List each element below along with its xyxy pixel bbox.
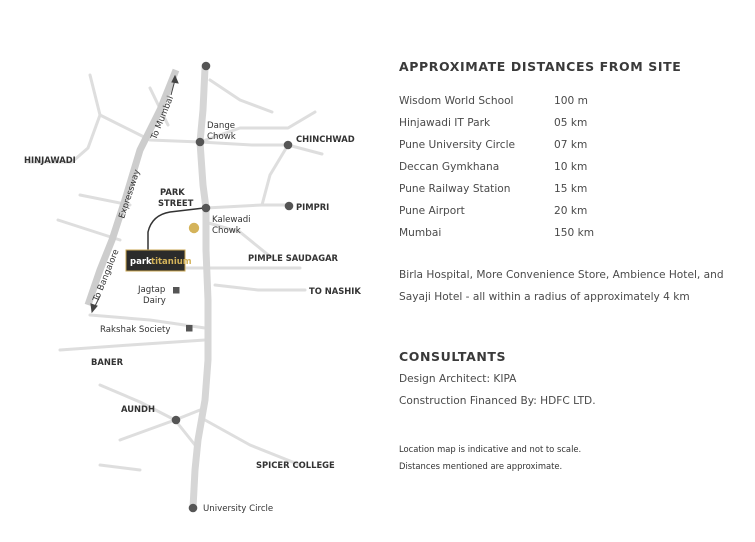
nearby-note: Birla Hospital, More Convenience Store, Ambience Hotel, and Sayaji Hotel - all within a radius of approximately 4 km xyxy=(399,269,724,303)
road-baner-south xyxy=(100,385,175,420)
label-aundh: AUNDH xyxy=(121,404,155,414)
minor-roads xyxy=(28,75,322,470)
label-kalewadi-2: Chowk xyxy=(212,226,241,236)
distance-place: Mumbai xyxy=(399,227,442,239)
road-hinjawadi xyxy=(28,75,100,162)
node-chinchwad xyxy=(284,141,293,150)
distance-value: 15 km xyxy=(554,183,588,195)
road-kalewadi-east xyxy=(206,205,262,208)
node-kalewadi xyxy=(202,204,211,213)
label-park-1: PARK xyxy=(160,187,185,197)
disclaimer-scale: Location map is indicative and not to scale. xyxy=(399,444,582,454)
rakshak-marker xyxy=(186,325,193,332)
road-baner xyxy=(60,340,205,350)
distance-value: 07 km xyxy=(554,139,588,151)
distance-value: 150 km xyxy=(554,227,595,239)
road-pimpri xyxy=(262,145,290,205)
distance-place: Pune Railway Station xyxy=(399,183,511,195)
design-architect: Design Architect: KIPA xyxy=(399,373,517,385)
label-dange-1: Dange xyxy=(207,121,236,131)
label-kalewadi-1: Kalewadi xyxy=(212,215,251,225)
label-to-mumbai: To Mumbai xyxy=(149,94,177,142)
arrow-bangalore-head xyxy=(91,304,97,312)
site-logo-titanium: titanium xyxy=(151,257,192,267)
jagtap-marker xyxy=(173,287,180,294)
site-dot xyxy=(189,223,199,233)
consultants-heading: CONSULTANTS xyxy=(399,349,507,364)
distance-place: Hinjawadi IT Park xyxy=(399,117,491,129)
label-pimple-saudagar: PIMPLE SAUDAGAR xyxy=(248,253,338,263)
node-pimpri xyxy=(285,202,294,211)
label-hinjawadi: HINJAWADI xyxy=(24,155,76,165)
distances-heading: APPROXIMATE DISTANCES FROM SITE xyxy=(399,59,682,74)
main-road xyxy=(193,68,208,508)
road-sw xyxy=(100,465,140,470)
label-spicer: SPICER COLLEGE xyxy=(256,460,335,470)
distance-value: 10 km xyxy=(554,161,588,173)
label-park-2: STREET xyxy=(158,198,194,208)
distance-place: Wisdom World School xyxy=(399,95,514,107)
road-nashik xyxy=(215,285,305,290)
distance-place: Deccan Gymkhana xyxy=(399,161,500,173)
label-to-nashik: TO NASHIK xyxy=(309,286,361,296)
label-to-bangalore: To Bangalore xyxy=(91,248,122,304)
node-north xyxy=(202,62,211,71)
label-expressway: Expressway xyxy=(117,168,143,220)
construction-finance: Construction Financed By: HDFC LTD. xyxy=(399,395,596,407)
label-rakshak: Rakshak Society xyxy=(100,325,171,335)
road-spicer xyxy=(205,420,300,465)
label-pimpri: PIMPRI xyxy=(296,202,330,212)
label-baner: BANER xyxy=(91,357,124,367)
distance-value: 20 km xyxy=(554,205,588,217)
node-dange-chowk xyxy=(196,138,205,147)
distance-value: 100 m xyxy=(554,95,588,107)
label-jagtap-1: Jagtap xyxy=(138,285,166,295)
road-chinchwad-east xyxy=(288,145,322,154)
label-chinchwad: CHINCHWAD xyxy=(296,134,355,144)
label-dange-2: Chowk xyxy=(207,132,236,142)
node-university-circle xyxy=(189,504,198,513)
label-university-circle: University Circle xyxy=(203,504,274,514)
road-dange-east xyxy=(200,142,288,145)
site-logo-park: park xyxy=(130,257,152,267)
distance-place: Pune Airport xyxy=(399,205,465,217)
distance-place: Pune University Circle xyxy=(399,139,516,151)
road-north-east xyxy=(210,80,272,112)
label-jagtap-2: Dairy xyxy=(143,296,166,306)
distance-value: 05 km xyxy=(554,117,588,129)
disclaimer-distances: Distances mentioned are approximate. xyxy=(399,461,563,471)
node-aundh xyxy=(172,416,181,425)
